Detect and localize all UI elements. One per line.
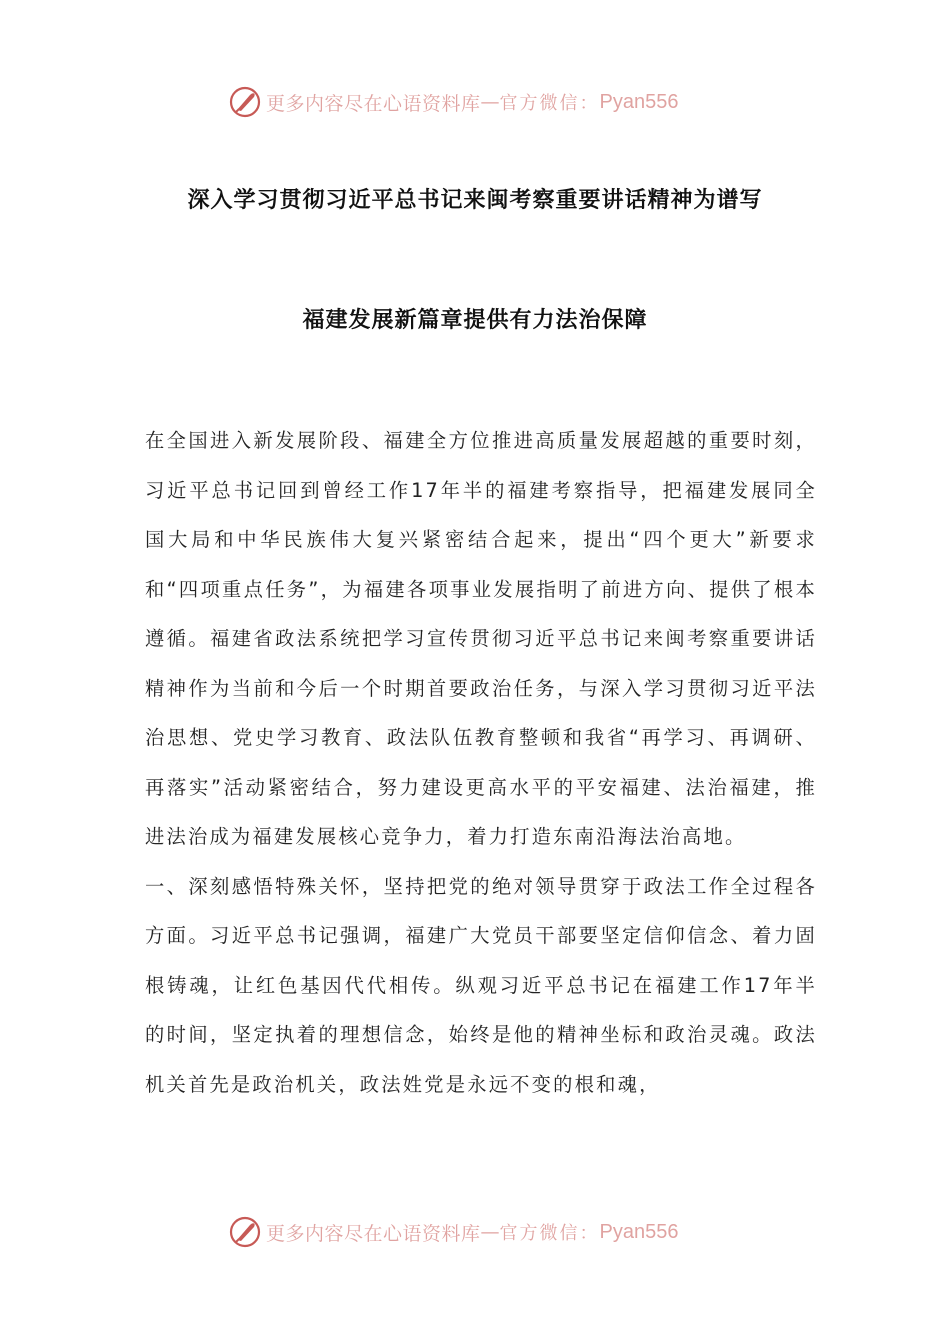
- document-title-line-1: 深入学习贯彻习近平总书记来闽考察重要讲话精神为谱写: [187, 188, 763, 213]
- watermark-label: 官方微信：: [499, 93, 600, 114]
- watermark-banner-top: [228, 82, 678, 122]
- watermark-banner-bottom: [228, 1212, 678, 1252]
- watermark-wechat-id: Pyan556: [599, 1220, 679, 1243]
- watermark-separator: —: [480, 91, 500, 113]
- watermark-separator: —: [480, 1221, 500, 1243]
- watermark-site-text: 更多内容尽在心语资料库: [266, 92, 481, 115]
- body-paragraph: 一、深刻感悟特殊关怀，坚持把党的绝对领导贯穿于政法工作全过程各方面。习近平总书记强调，福建广大党员干部要坚定信仰信念、着力固根铸魂，让红色基因代代相传。纵观习近平总书记在福建工作17年半的时间，坚定执着的理想信念，始终是他的精神坐标和政治灵魂。政法机关首先是政治机关，政法姓党是永远不变的根和魂，: [145, 874, 817, 1096]
- watermark-site-text: 更多内容尽在心语资料库: [266, 1222, 481, 1245]
- quill-pen-circle-icon: [228, 1215, 262, 1249]
- quill-pen-circle-icon: [228, 85, 262, 119]
- document-body: [145, 416, 817, 1109]
- document-title-line-2: 福建发展新篇章提供有力法治保障: [302, 308, 648, 333]
- body-paragraph: 在全国进入新发展阶段、福建全方位推进高质量发展超越的重要时刻，习近平总书记回到曾经工作17年半的福建考察指导，把福建发展同全国大局和中华民族伟大复兴紧密结合起来，提出“四个更大”新要求和“四项重点任务”，为福建各项事业发展指明了前进方向、提供了根本遵循。福建省政法系统把学习宣传贯彻习近平总书记来闽考察重要讲话精神作为当前和今后一个时期首要政治任务，与深入学习贯彻习近平法治思想、党史学习教育、政法队伍教育整顿和我省“再学习、再调研、再落实”活动紧密结合，努力建设更高水平的平安福建、法治福建，推进法治成为福建发展核心竞争力，着力打造东南沿海法治高地。: [145, 429, 817, 848]
- watermark-wechat-id: Pyan556: [599, 90, 679, 113]
- watermark-label: 官方微信：: [499, 1223, 600, 1244]
